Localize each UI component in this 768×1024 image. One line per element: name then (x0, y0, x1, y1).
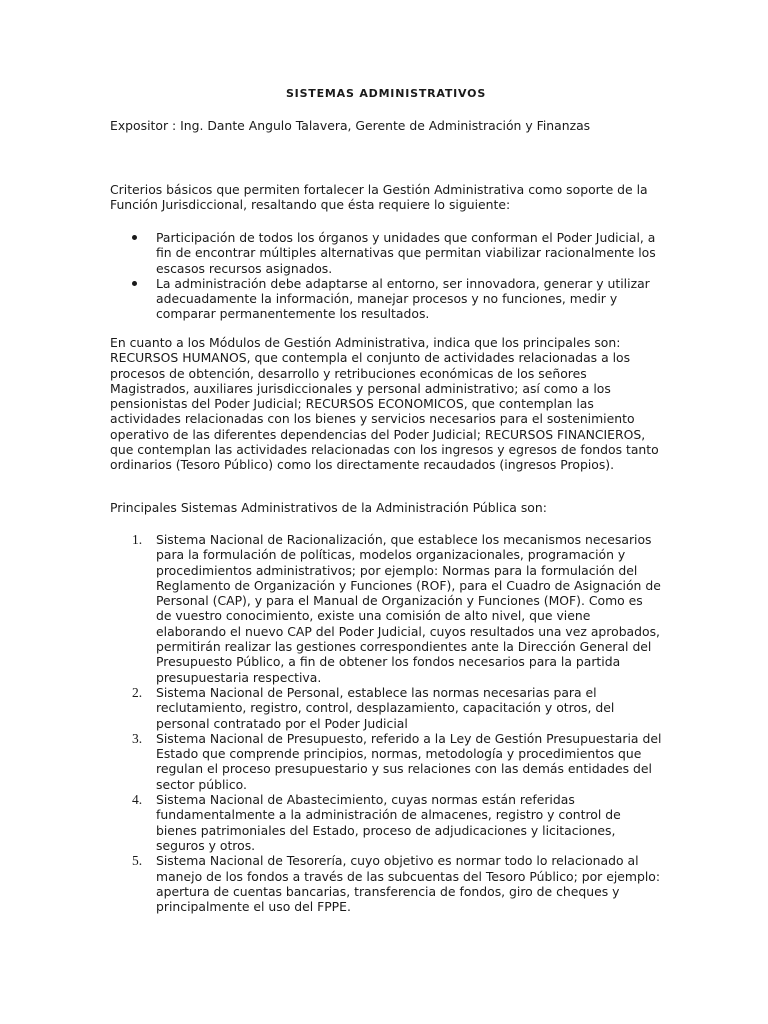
sistema-item (110, 792, 662, 853)
bullet-icon (132, 235, 137, 240)
sistema-text: Sistema Nacional de Personal, establece las normas necesarias para el reclutamiento, registro, control, desplazamiento, capacitación y otros, del personal contratado por el Poder Judicial (156, 684, 615, 731)
list-number: 5. (132, 853, 143, 869)
bullet-item (110, 230, 662, 276)
principales-intro: Principales Sistemas Administrativos de la Administración Pública son: (110, 500, 547, 515)
sistema-item (110, 731, 662, 792)
sistema-text: Sistema Nacional de Racionalización, que establece los mecanismos necesarios para la formulación de políticas, modelos organizacionales, programación y procedimientos administrativos; por ejemplo: Normas para la formulación del Reglamento de Organización y Funciones (ROF), para el Cuadro de Asignación de Personal (CAP), y para el Manual de Organización y Funciones (MOF). Como es de vuestro conocimiento, existe una comisión de alto nivel, que viene elaborando el nuevo CAP del Poder Judicial, cuyos resultados una vez aprobados, permitirán realizar las gestiones correspondientes ante la Dirección General del Presupuesto Público, a fin de obtener los fondos necesarios para la partida presupuestaria respectiva. (156, 532, 661, 685)
sistema-text: Sistema Nacional de Abastecimiento, cuyas normas están referidas fundamentalmente a la administración de almacenes, registro y control de bienes patrimoniales del Estado, proceso de adjudicaciones y licitaciones, seguros y otros. (156, 792, 621, 853)
sistemas-numbered-list (110, 532, 662, 914)
bullet-text: Participación de todos los órganos y unidades que conforman el Poder Judicial, a fin de encontrar múltiples alternativas que permitan viabilizar racionalmente los escasos recursos asignados. (156, 230, 656, 276)
criterios-paragraph: Criterios básicos que permiten fortalecer la Gestión Administrativa como soporte de la Función Jurisdiccional, resaltando que ésta requiere lo siguiente: (110, 182, 648, 213)
list-number: 1. (132, 532, 143, 547)
criteria-bullet-list (110, 230, 662, 322)
list-number: 2. (132, 684, 143, 700)
list-number: 3. (132, 730, 143, 746)
bullet-text: La administración debe adaptarse al entorno, ser innovadora, generar y utilizar adecuadamente la información, manejar procesos y no funciones, medir y comparar permanentemente los resultados. (156, 275, 650, 322)
sistema-text: Sistema Nacional de Presupuesto, referido a la Ley de Gestión Presupuestaria del Estado que comprende principios, normas, metodología y procedimientos que regulan el proceso presupuestario y sus relaciones con las demás entidades del sector público. (156, 730, 662, 792)
sistema-item (110, 685, 662, 731)
modulos-paragraph: En cuanto a los Módulos de Gestión Administrativa, indica que los principales son: RECURSOS HUMANOS, que contempla el conjunto de actividades relacionadas a los procesos de obtención, desarrollo y retribuciones económicas de los señores Magistrados, auxiliares jurisdiccionales y personal administrativo; así como a los pensionistas del Poder Judicial; RECURSOS ECONOMICOS, que contemplan las actividades relacionadas con los bienes y servicios necesarios para el sostenimiento operativo de las diferentes dependencias del Poder Judicial; RECURSOS FINANCIEROS, que contemplan las actividades relacionadas con los ingresos y egresos de fondos tanto ordinarios (Tesoro Público) como los directamente recaudados (ingresos Propios). (110, 335, 659, 473)
bullet-icon (132, 281, 137, 286)
sistema-item (110, 853, 662, 914)
document-title: SISTEMAS ADMINISTRATIVOS (285, 87, 487, 100)
sistema-text: Sistema Nacional de Tesorería, cuyo objetivo es normar todo lo relacionado al manejo de los fondos a través de las subcuentas del Tesoro Público; por ejemplo: apertura de cuentas bancarias, transferencia de fondos, giro de cheques y principalmente el uso del FPPE. (156, 853, 661, 915)
sistema-item (110, 532, 662, 685)
expositor-line: Expositor : Ing. Dante Angulo Talavera, Gerente de Administración y Finanzas (110, 118, 591, 133)
bullet-item (110, 276, 662, 322)
list-number: 4. (132, 792, 143, 808)
